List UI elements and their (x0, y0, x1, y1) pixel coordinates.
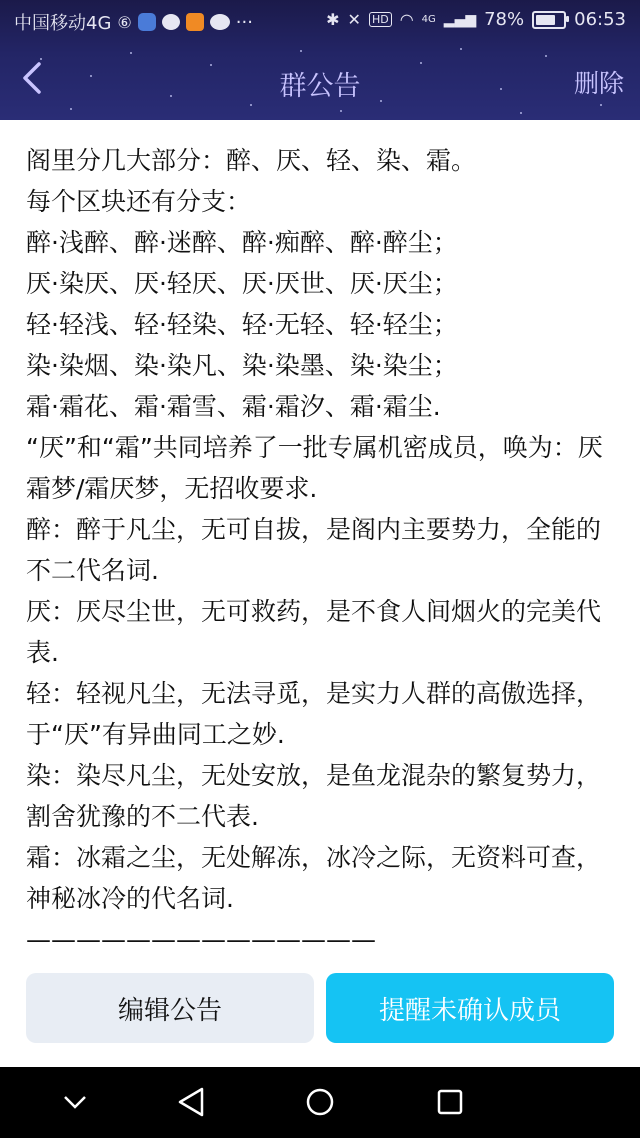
remind-unconfirmed-button[interactable]: 提醒未确认成员 (326, 973, 614, 1043)
announcement-body (26, 140, 616, 960)
announcement-divider: —————————————— (26, 925, 376, 954)
announcement-line: 染：染尽凡尘，无处安放，是鱼龙混杂的繁复势力，割舍犹豫的不二代表. (26, 761, 602, 831)
video-app-icon (186, 13, 204, 31)
announcement-line: 轻：轻视凡尘，无法寻觅，是实力人群的高傲选择，于“厌”有异曲同工之妙. (26, 679, 602, 749)
announcement-line: 醉·浅醉、醉·迷醉、醉·痴醉、醉·醉尘； (26, 228, 458, 257)
mute-icon: ✕ (347, 10, 361, 29)
announcement-line: 厌·染厌、厌·轻厌、厌·厌世、厌·厌尘； (26, 269, 458, 298)
wifi-icon: ◠ (399, 10, 414, 29)
system-navigation-bar (0, 1067, 640, 1138)
announcement-line: 霜：冰霜之尘，无处解冻，冰冷之际，无资料可查，神秘冰冷的代名词. (26, 843, 602, 913)
data-icon: ⑥ (117, 12, 132, 32)
page-title: 群公告 (279, 71, 361, 102)
announcement-line: 霜·霜花、霜·霜雪、霜·霜汐、霜·霜尘. (26, 392, 441, 421)
announcement-line: 染·染烟、染·染凡、染·染墨、染·染尘； (26, 351, 458, 380)
announcement-line: 每个区块还有分支： (26, 187, 252, 216)
announcement-line: 醉：醉于凡尘，无可自拔，是阁内主要势力，全能的不二代名词. (26, 515, 602, 585)
wechat-icon (210, 14, 230, 30)
shield-app-icon (138, 13, 156, 31)
more-icon: ··· (235, 11, 253, 33)
announcement-line: “厌”和“霜”共同培养了一批专属机密成员，唤为：厌霜梦/霜厌梦，无招收要求. (26, 433, 603, 503)
announcement-line: 厌：厌尽尘世，无可救药，是不食人间烟火的完美代表. (26, 597, 602, 667)
carrier-label: 中国移动4G (14, 13, 112, 34)
battery-percent: 78% (484, 9, 525, 30)
announcement-line: 轻·轻浅、轻·轻染、轻·无轻、轻·轻尘； (26, 310, 458, 339)
navigation-bar (0, 40, 640, 120)
clock: 06:53 (574, 9, 626, 30)
message-icon (162, 14, 180, 30)
signal-icon: ▂▄▆ (443, 11, 477, 28)
announcement-line: 阁里分几大部分：醉、厌、轻、染、霜。 (26, 146, 477, 175)
delete-button[interactable]: 删除 (573, 69, 624, 98)
back-triangle-icon[interactable] (173, 1084, 209, 1120)
home-circle-icon[interactable] (302, 1084, 338, 1120)
network-label: 4G (421, 14, 436, 25)
hd-icon: HD (369, 12, 392, 27)
header-background (0, 0, 640, 120)
recents-square-icon[interactable] (432, 1084, 468, 1120)
status-bar (0, 0, 640, 40)
chevron-down-icon[interactable] (57, 1084, 93, 1120)
edit-announcement-button[interactable]: 编辑公告 (26, 973, 314, 1043)
battery-icon (532, 11, 566, 29)
bluetooth-icon: ✱ (326, 10, 340, 29)
